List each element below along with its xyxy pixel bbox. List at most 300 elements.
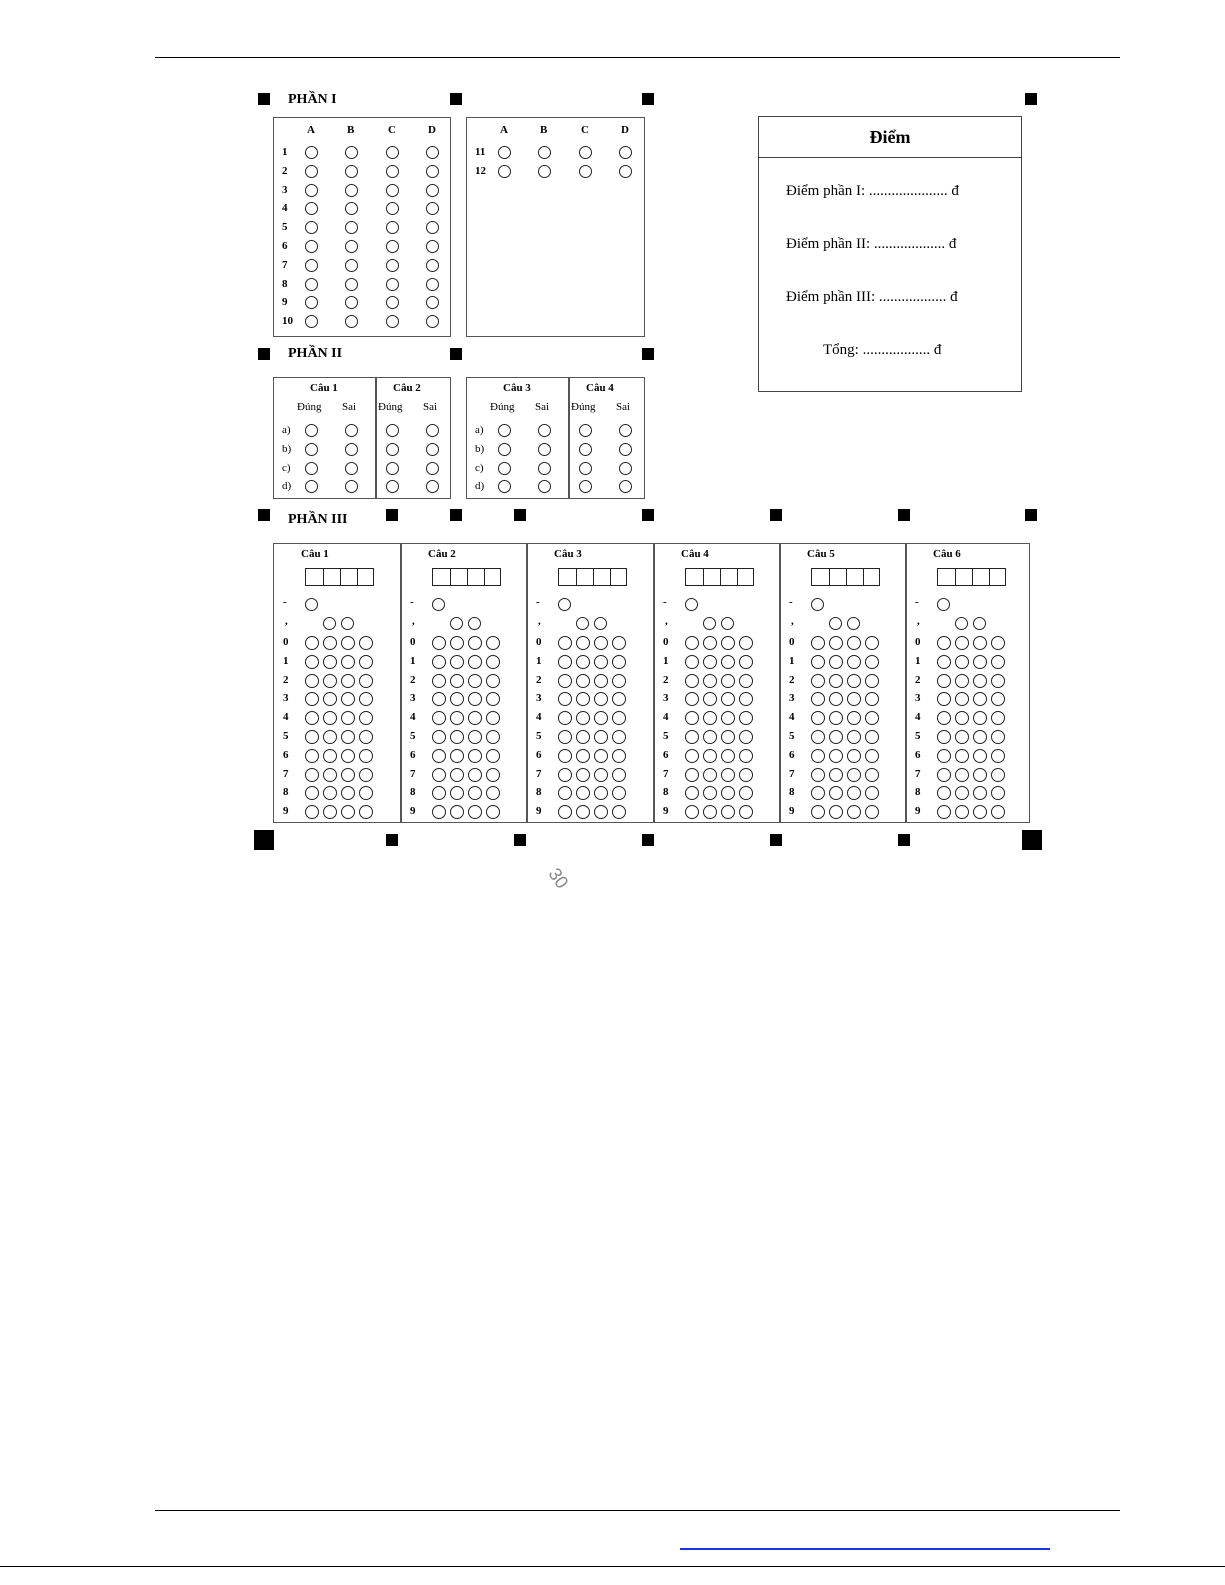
part1-answer-bubble[interactable] [498,165,511,178]
part3-digit-bubble[interactable] [305,730,319,744]
part3-digit-label: 7 [410,767,416,780]
part2-answer-bubble[interactable] [345,424,358,437]
part3-digit-bubble[interactable] [685,749,699,763]
part3-digit-bubble[interactable] [991,636,1005,650]
part3-digit-bubble[interactable] [937,636,951,650]
part3-digit-bubble[interactable] [359,768,373,782]
top-rule [155,57,1120,58]
part3-comma-bubble[interactable] [973,617,986,630]
part3-digit-bubble[interactable] [685,730,699,744]
part2-true-label: Đúng [490,401,515,413]
part1-answer-bubble[interactable] [579,146,592,159]
part3-digit-label: 2 [410,673,416,686]
part3-digit-bubble[interactable] [739,636,753,650]
part3-digit-bubble[interactable] [721,674,735,688]
part3-digit-bubble[interactable] [739,674,753,688]
part3-digit-bubble[interactable] [955,655,969,669]
part3-digit-bubble[interactable] [323,655,337,669]
part3-digit-bubble[interactable] [432,749,446,763]
part3-digit-bubble[interactable] [612,749,626,763]
part3-digit-bubble[interactable] [739,768,753,782]
timing-mark [258,93,270,105]
part3-digit-bubble[interactable] [937,674,951,688]
part3-digit-entry[interactable] [558,568,627,586]
part1-answer-bubble[interactable] [498,146,511,159]
part3-comma-bubble[interactable] [955,617,968,630]
part3-digit-bubble[interactable] [341,768,355,782]
part1-answer-bubble[interactable] [305,146,318,159]
part3-digit-bubble[interactable] [612,730,626,744]
part3-digit-bubble[interactable] [341,655,355,669]
part3-digit-bubble[interactable] [450,768,464,782]
part3-digit-label: 4 [663,711,669,724]
part3-digit-bubble[interactable] [594,636,608,650]
part3-digit-bubble[interactable] [973,655,987,669]
part3-digit-entry[interactable] [685,568,754,586]
footer-link-underline[interactable] [680,1548,1050,1550]
part3-digit-bubble[interactable] [991,674,1005,688]
part3-digit-bubble[interactable] [721,768,735,782]
part3-digit-bubble[interactable] [432,655,446,669]
part1-answer-bubble[interactable] [426,278,439,291]
part3-digit-bubble[interactable] [973,674,987,688]
part1-answer-bubble[interactable] [345,165,358,178]
part3-digit-label: 5 [789,730,795,742]
part3-digit-bubble[interactable] [973,768,987,782]
digit-cell-divider [829,569,830,585]
part3-minus-label: - [536,596,540,608]
part3-digit-entry[interactable] [432,568,501,586]
part3-digit-bubble[interactable] [486,674,500,688]
part3-digit-bubble[interactable] [323,730,337,744]
part3-digit-bubble[interactable] [991,749,1005,763]
part2-box-left [273,377,451,499]
part1-answer-bubble[interactable] [386,184,399,197]
part3-digit-bubble[interactable] [703,730,717,744]
part3-digit-label: 2 [663,673,669,686]
part2-answer-bubble[interactable] [498,424,511,437]
part3-digit-label: 5 [915,730,921,742]
part3-digit-bubble[interactable] [612,768,626,782]
part1-answer-bubble[interactable] [426,146,439,159]
part3-digit-bubble[interactable] [937,730,951,744]
score-line-part1: Điểm phần I: ..................... đ [786,183,959,199]
part3-digit-bubble[interactable] [341,749,355,763]
part3-digit-label: 2 [536,673,542,686]
part3-digit-bubble[interactable] [558,768,572,782]
part3-digit-bubble[interactable] [937,655,951,669]
part3-digit-bubble[interactable] [721,636,735,650]
part3-digit-bubble[interactable] [703,674,717,688]
part3-digit-bubble[interactable] [612,655,626,669]
part2-answer-bubble[interactable] [538,462,551,475]
part3-digit-bubble[interactable] [558,674,572,688]
part2-answer-bubble[interactable] [305,462,318,475]
part2-answer-bubble[interactable] [305,424,318,437]
part3-digit-bubble[interactable] [468,674,482,688]
part3-digit-bubble[interactable] [721,730,735,744]
timing-mark [642,509,654,521]
part3-digit-bubble[interactable] [576,655,590,669]
part3-digit-bubble[interactable] [847,768,861,782]
part3-digit-bubble[interactable] [991,730,1005,744]
part3-digit-bubble[interactable] [973,636,987,650]
part3-digit-bubble[interactable] [847,636,861,650]
part3-digit-bubble[interactable] [305,636,319,650]
part3-digit-bubble[interactable] [341,730,355,744]
part2-answer-bubble[interactable] [538,424,551,437]
part3-digit-bubble[interactable] [973,749,987,763]
part3-digit-bubble[interactable] [847,730,861,744]
part3-comma-label: , [791,615,794,627]
part3-digit-bubble[interactable] [468,768,482,782]
part2-answer-bubble[interactable] [579,424,592,437]
part2-answer-bubble[interactable] [305,443,318,456]
part3-digit-bubble[interactable] [594,768,608,782]
part3-digit-bubble[interactable] [703,768,717,782]
part2-question-label: Câu 4 [586,382,614,394]
part3-comma-bubble[interactable] [594,617,607,630]
part3-digit-bubble[interactable] [305,674,319,688]
part3-digit-label: 5 [663,730,669,742]
part3-digit-bubble[interactable] [865,730,879,744]
part2-answer-bubble[interactable] [386,462,399,475]
part3-digit-bubble[interactable] [811,749,825,763]
part1-answer-bubble[interactable] [345,259,358,272]
part1-box-left [273,117,451,337]
part1-row-number: 9 [282,296,288,309]
part3-digit-bubble[interactable] [955,730,969,744]
part2-question-label: Câu 2 [393,382,421,394]
part3-minus-bubble[interactable] [432,598,445,611]
part3-minus-bubble[interactable] [558,598,571,611]
part3-comma-bubble[interactable] [341,617,354,630]
part1-row-number: 10 [282,315,293,328]
part3-digit-bubble[interactable] [558,730,572,744]
part3-digit-label: 5 [283,730,289,742]
part3-digit-bubble[interactable] [468,655,482,669]
score-box [758,116,1022,392]
part3-digit-bubble[interactable] [811,768,825,782]
part3-digit-bubble[interactable] [468,749,482,763]
part3-digit-label: 7 [789,767,795,780]
part3-digit-bubble[interactable] [468,636,482,650]
part1-answer-bubble[interactable] [305,259,318,272]
part3-divider [905,543,907,823]
part1-answer-bubble[interactable] [305,278,318,291]
part3-digit-bubble[interactable] [847,674,861,688]
part3-digit-label: 9 [915,805,921,818]
timing-mark [450,348,462,360]
part3-digit-bubble[interactable] [359,674,373,688]
part2-answer-bubble[interactable] [579,462,592,475]
part3-digit-bubble[interactable] [576,636,590,650]
part3-digit-bubble[interactable] [847,749,861,763]
part2-answer-bubble[interactable] [345,462,358,475]
digit-cell-divider [467,569,468,585]
score-line-part2: Điểm phần II: ................... đ [786,236,957,252]
part3-digit-bubble[interactable] [450,749,464,763]
part2-answer-bubble[interactable] [426,424,439,437]
part3-digit-bubble[interactable] [359,730,373,744]
part3-digit-bubble[interactable] [811,655,825,669]
part1-answer-bubble[interactable] [345,278,358,291]
part3-digit-bubble[interactable] [685,674,699,688]
part3-digit-label: 9 [663,805,669,818]
part3-digit-bubble[interactable] [937,768,951,782]
part3-digit-bubble[interactable] [359,636,373,650]
score-line-part3: Điểm phần III: .................. đ [786,289,958,305]
part3-digit-bubble[interactable] [432,730,446,744]
part3-digit-bubble[interactable] [323,636,337,650]
score-title: Điểm [759,117,1021,158]
part3-digit-bubble[interactable] [991,655,1005,669]
part1-answer-bubble[interactable] [345,184,358,197]
part3-digit-bubble[interactable] [703,636,717,650]
part3-digit-label: 9 [536,805,542,818]
part1-answer-bubble[interactable] [538,146,551,159]
part1-answer-bubble[interactable] [386,259,399,272]
part3-digit-bubble[interactable] [685,636,699,650]
timing-mark [514,509,526,521]
part3-digit-bubble[interactable] [323,674,337,688]
part1-answer-bubble[interactable] [305,240,318,253]
timing-mark [386,509,398,521]
part3-digit-label: 1 [410,654,416,667]
part3-digit-bubble[interactable] [811,674,825,688]
part3-digit-bubble[interactable] [865,768,879,782]
part3-digit-bubble[interactable] [865,636,879,650]
part3-digit-label: 1 [663,654,669,667]
part1-answer-bubble[interactable] [386,278,399,291]
part3-digit-bubble[interactable] [721,749,735,763]
digit-cell-divider [340,569,341,585]
part3-digit-bubble[interactable] [937,749,951,763]
digit-cell-divider [846,569,847,585]
part1-answer-bubble[interactable] [305,165,318,178]
part3-digit-bubble[interactable] [847,655,861,669]
digit-cell-divider [955,569,956,585]
part1-option-header: D [621,124,629,136]
timing-mark [898,509,910,521]
part3-question-label: Câu 5 [807,548,835,560]
part1-answer-bubble[interactable] [426,165,439,178]
part3-digit-label: 1 [283,654,289,667]
part3-minus-bubble[interactable] [305,598,318,611]
part3-minus-label: - [283,596,287,608]
part3-digit-bubble[interactable] [432,768,446,782]
part3-comma-bubble[interactable] [450,617,463,630]
part3-digit-bubble[interactable] [811,730,825,744]
part3-digit-label: 0 [663,636,669,648]
part3-digit-bubble[interactable] [359,749,373,763]
part1-row-number: 6 [282,240,288,252]
part3-digit-bubble[interactable] [739,730,753,744]
part2-answer-bubble[interactable] [345,443,358,456]
part3-digit-bubble[interactable] [323,768,337,782]
part3-digit-bubble[interactable] [829,674,843,688]
part3-digit-bubble[interactable] [685,655,699,669]
part1-answer-bubble[interactable] [538,165,551,178]
part3-digit-label: 4 [789,711,795,724]
part3-digit-bubble[interactable] [558,749,572,763]
part1-answer-bubble[interactable] [426,259,439,272]
part3-comma-bubble[interactable] [468,617,481,630]
part3-digit-bubble[interactable] [432,636,446,650]
part3-minus-bubble[interactable] [937,598,950,611]
part3-digit-bubble[interactable] [576,730,590,744]
part1-answer-bubble[interactable] [426,240,439,253]
part3-digit-label: 6 [789,748,795,761]
part2-answer-bubble[interactable] [619,424,632,437]
part3-comma-bubble[interactable] [576,617,589,630]
part2-answer-bubble[interactable] [498,443,511,456]
part3-digit-bubble[interactable] [432,674,446,688]
part3-digit-bubble[interactable] [811,636,825,650]
part3-digit-label: 0 [789,636,795,648]
part1-row-number: 5 [282,221,288,234]
part3-digit-bubble[interactable] [739,655,753,669]
part3-digit-bubble[interactable] [594,749,608,763]
part3-digit-label: 2 [915,673,921,686]
part3-digit-bubble[interactable] [955,674,969,688]
part3-digit-entry[interactable] [937,568,1006,586]
part2-answer-bubble[interactable] [426,462,439,475]
part3-digit-label: 3 [410,692,416,705]
part3-digit-bubble[interactable] [829,655,843,669]
part1-answer-bubble[interactable] [386,146,399,159]
part3-digit-bubble[interactable] [486,730,500,744]
part3-digit-bubble[interactable] [685,768,699,782]
part2-question-label: Câu 1 [310,382,338,394]
part3-digit-bubble[interactable] [486,749,500,763]
part2-answer-bubble[interactable] [386,424,399,437]
part3-digit-bubble[interactable] [955,749,969,763]
part3-minus-label: - [915,596,919,608]
watermark: 30 [544,864,573,893]
part3-comma-label: , [665,615,668,627]
part3-digit-bubble[interactable] [450,674,464,688]
part3-digit-bubble[interactable] [865,674,879,688]
part3-comma-bubble[interactable] [847,617,860,630]
part3-digit-entry[interactable] [811,568,880,586]
part2-answer-bubble[interactable] [386,443,399,456]
part3-digit-bubble[interactable] [973,730,987,744]
part2-answer-bubble[interactable] [498,462,511,475]
part2-false-label: Sai [535,401,550,413]
part1-answer-bubble[interactable] [345,240,358,253]
part1-answer-bubble[interactable] [426,184,439,197]
part2-answer-bubble[interactable] [538,443,551,456]
part2-divider [568,377,570,499]
part3-digit-bubble[interactable] [721,655,735,669]
part3-digit-bubble[interactable] [829,730,843,744]
part3-digit-bubble[interactable] [341,636,355,650]
part1-answer-bubble[interactable] [305,184,318,197]
part3-digit-bubble[interactable] [594,674,608,688]
part2-answer-bubble[interactable] [579,443,592,456]
part3-digit-bubble[interactable] [486,636,500,650]
timing-mark [450,509,462,521]
part1-option-header: B [540,124,548,136]
part3-digit-bubble[interactable] [739,749,753,763]
part3-digit-bubble[interactable] [576,768,590,782]
part3-digit-bubble[interactable] [341,674,355,688]
part3-digit-bubble[interactable] [703,749,717,763]
part3-digit-label: 3 [789,692,795,705]
part3-question-label: Câu 4 [681,548,709,560]
part3-digit-label: 8 [915,786,921,799]
part2-item-label: a) [282,424,291,436]
part3-comma-label: , [285,615,288,627]
part1-answer-bubble[interactable] [579,165,592,178]
part3-digit-bubble[interactable] [486,768,500,782]
part1-answer-bubble[interactable] [619,146,632,159]
part1-answer-bubble[interactable] [345,146,358,159]
part3-digit-bubble[interactable] [612,674,626,688]
part3-digit-bubble[interactable] [305,749,319,763]
part3-digit-label: 7 [663,767,669,780]
part3-digit-bubble[interactable] [450,636,464,650]
part3-digit-bubble[interactable] [829,749,843,763]
part2-answer-bubble[interactable] [619,443,632,456]
part1-box-right [466,117,645,337]
part3-minus-bubble[interactable] [811,598,824,611]
part2-false-label: Sai [423,401,438,413]
part3-digit-bubble[interactable] [323,749,337,763]
part3-digit-bubble[interactable] [829,636,843,650]
part3-digit-bubble[interactable] [576,674,590,688]
part3-digit-bubble[interactable] [359,655,373,669]
part3-digit-bubble[interactable] [576,749,590,763]
part3-comma-bubble[interactable] [829,617,842,630]
part3-comma-bubble[interactable] [721,617,734,630]
part3-digit-bubble[interactable] [703,655,717,669]
part3-digit-bubble[interactable] [955,768,969,782]
timing-mark [258,509,270,521]
part3-digit-bubble[interactable] [865,655,879,669]
part3-digit-bubble[interactable] [558,636,572,650]
part3-comma-bubble[interactable] [703,617,716,630]
part3-digit-bubble[interactable] [450,730,464,744]
part3-digit-bubble[interactable] [955,636,969,650]
part3-digit-bubble[interactable] [305,768,319,782]
part1-answer-bubble[interactable] [619,165,632,178]
part3-digit-bubble[interactable] [450,655,464,669]
part2-true-label: Đúng [297,401,322,413]
part3-digit-entry[interactable] [305,568,374,586]
part3-digit-bubble[interactable] [594,730,608,744]
part3-digit-label: 1 [789,654,795,667]
part3-digit-bubble[interactable] [468,730,482,744]
timing-mark [514,834,526,846]
part3-digit-bubble[interactable] [305,655,319,669]
part3-digit-bubble[interactable] [486,655,500,669]
part3-minus-bubble[interactable] [685,598,698,611]
part1-answer-bubble[interactable] [386,165,399,178]
part3-digit-label: 4 [915,711,921,724]
part3-digit-bubble[interactable] [594,655,608,669]
part3-digit-bubble[interactable] [991,768,1005,782]
part2-answer-bubble[interactable] [619,462,632,475]
part1-answer-bubble[interactable] [386,240,399,253]
part3-comma-bubble[interactable] [323,617,336,630]
part3-digit-bubble[interactable] [865,749,879,763]
part2-answer-bubble[interactable] [426,443,439,456]
part3-digit-bubble[interactable] [558,655,572,669]
part3-digit-bubble[interactable] [612,636,626,650]
part3-digit-bubble[interactable] [829,768,843,782]
